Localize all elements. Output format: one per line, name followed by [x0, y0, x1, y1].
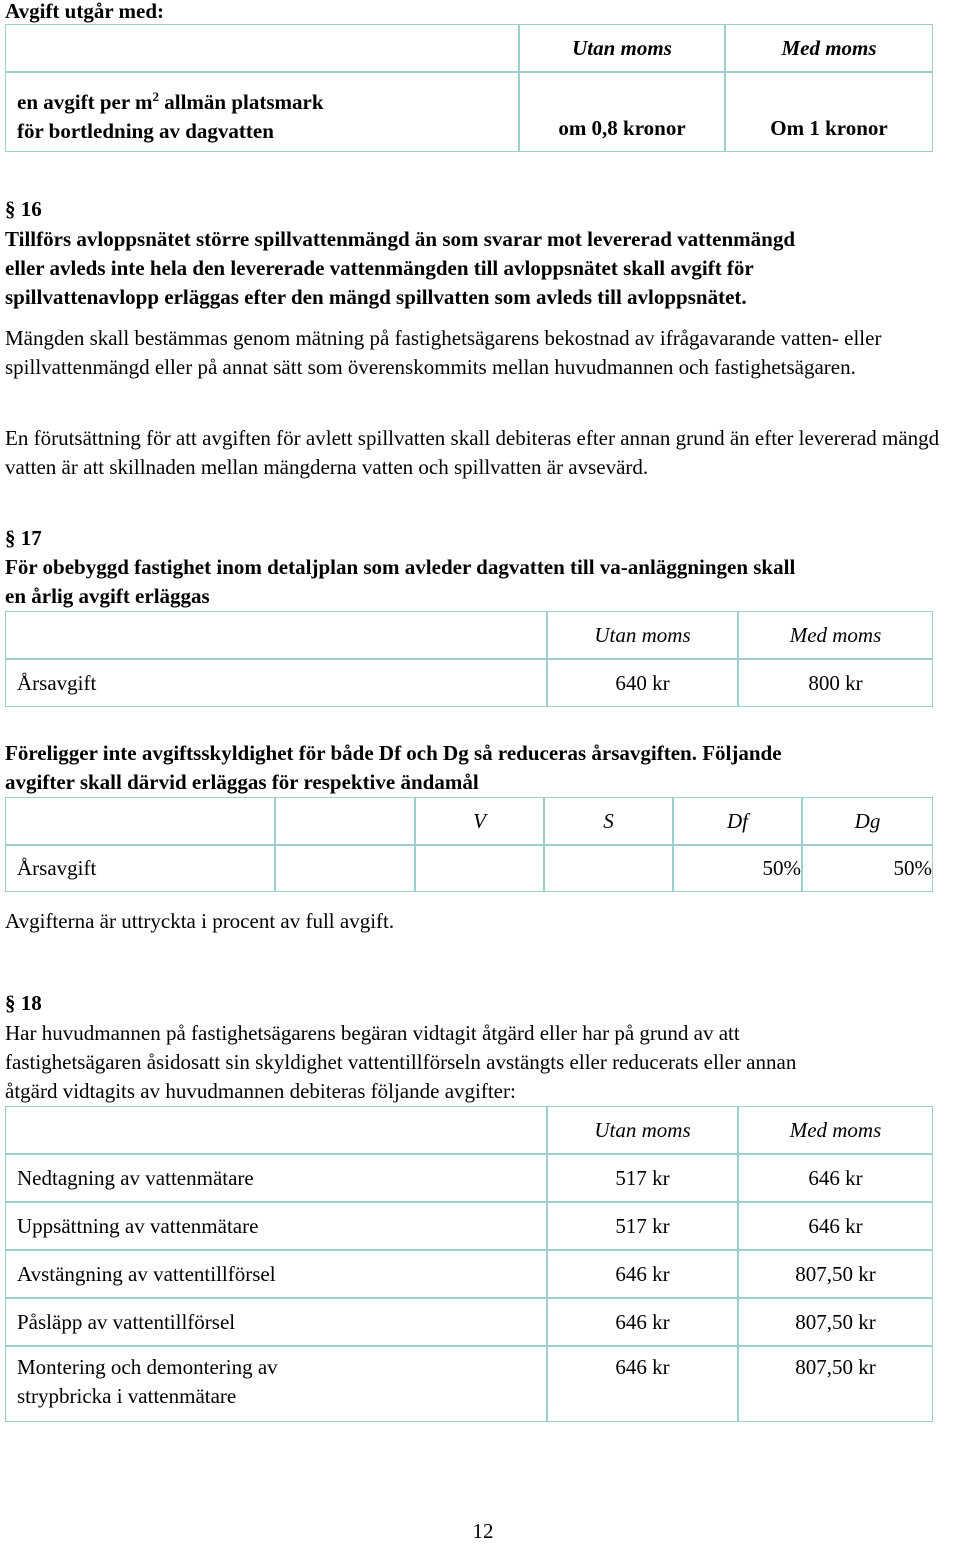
table-row — [5, 1346, 933, 1422]
table3-empty-header — [5, 1106, 547, 1154]
intro-heading: Avgift utgår med: — [5, 0, 165, 23]
table-arsavgift-col-med: Med moms — [738, 611, 933, 659]
table2-col-v: V — [415, 797, 544, 845]
table-row — [5, 1154, 933, 1202]
table3-row-label-line1: Montering och demontering av — [17, 1355, 278, 1379]
s16-bold-line-1: Tillförs avloppsnätet större spillvattenmängd än som svarar mot levererad vattenmängd — [5, 227, 796, 251]
s18-line-3: åtgärd vidtagits av huvudmannen debiteras följande avgifter: — [5, 1079, 516, 1103]
table1-col-utan-moms: Utan moms — [519, 24, 725, 72]
table3-row-label: Påsläpp av vattentillförsel — [5, 1298, 547, 1346]
table2-v-value — [415, 845, 544, 892]
s17-number: § 17 — [5, 526, 42, 550]
s16-bold-line-3: spillvattenavlopp erläggas efter den mängd spillvatten som avleds till avloppsnätet. — [5, 285, 747, 309]
table3-row-med: 807,50 kr — [738, 1250, 933, 1298]
table3-row-utan: 517 kr — [547, 1154, 738, 1202]
table2-empty-2 — [275, 797, 415, 845]
s18-line-2: fastighetsägaren åsidosatt sin skyldighet vattentillförseln avstängts eller reducerats eller annan — [5, 1050, 797, 1074]
table1-row-line1a: en avgift per m — [17, 90, 153, 114]
table2-col-df: Df — [673, 797, 802, 845]
table2-s-value — [544, 845, 673, 892]
table-arsavgift-col-utan: Utan moms — [547, 611, 738, 659]
table3-col-med: Med moms — [738, 1106, 933, 1154]
table3-row-label — [5, 1346, 547, 1422]
table2-empty-3 — [275, 845, 415, 892]
table-arsavgift-row-label: Årsavgift — [5, 659, 547, 707]
table1-col-med-moms: Med moms — [725, 24, 933, 72]
table1-utan-value: om 0,8 kronor — [519, 72, 725, 152]
s17-bold-line-2: en årlig avgift erläggas — [5, 584, 210, 608]
table-row — [5, 1250, 933, 1298]
table-reducerad-avgift — [5, 797, 933, 892]
table2-empty-1 — [5, 797, 275, 845]
table2-df-value: 50% — [673, 845, 802, 892]
s17-bold-line-1: För obebyggd fastighet inom detaljplan som avleder dagvatten till va-anläggningen skall — [5, 555, 796, 579]
page-number: 12 — [472, 1519, 494, 1543]
table3-row-label: Uppsättning av vattenmätare — [5, 1202, 547, 1250]
table2-dg-value: 50% — [802, 845, 933, 892]
table3-row-label: Avstängning av vattentillförsel — [5, 1250, 547, 1298]
table-row — [5, 1202, 933, 1250]
table2-col-s: S — [544, 797, 673, 845]
table1-empty-header — [5, 24, 519, 72]
table3-row-med: 646 kr — [738, 1154, 933, 1202]
table-arsavgift-empty-header — [5, 611, 547, 659]
s18-number: § 18 — [5, 991, 42, 1015]
table-arsavgift — [5, 611, 933, 707]
table3-row-utan: 646 kr — [547, 1250, 738, 1298]
table3-row-med: 807,50 kr — [738, 1298, 933, 1346]
table-atgard-avgifter — [5, 1106, 933, 1422]
table-arsavgift-med-value: 800 kr — [738, 659, 933, 707]
s16-paragraph-2: En förutsättning för att avgiften för avlett spillvatten skall debiteras efter annan grund än efter levererad mängd vatten är att skillnaden mellan mängderna vatten och spillvatten är avsevärd. — [5, 426, 940, 479]
table-dagvatten-fee — [5, 24, 933, 152]
table3-row-utan: 517 kr — [547, 1202, 738, 1250]
table3-col-utan: Utan moms — [547, 1106, 738, 1154]
table3-row-med: 646 kr — [738, 1202, 933, 1250]
table3-row-utan: 646 kr — [547, 1298, 738, 1346]
table3-row-utan: 646 kr — [547, 1346, 738, 1422]
s18-line-1: Har huvudmannen på fastighetsägarens begäran vidtagit åtgärd eller har på grund av att — [5, 1021, 740, 1045]
table1-row-sup: 2 — [152, 89, 160, 104]
table2-col-dg: Dg — [802, 797, 933, 845]
table2-row-label: Årsavgift — [5, 845, 275, 892]
table3-row-label: Nedtagning av vattenmätare — [5, 1154, 547, 1202]
s16-number: § 16 — [5, 197, 42, 221]
s17-note: Avgifterna är uttryckta i procent av full avgift. — [5, 909, 395, 933]
table1-row-line2: för bortledning av dagvatten — [17, 119, 274, 143]
table-row — [5, 1298, 933, 1346]
s17-bold-line-4: avgifter skall därvid erläggas för respektive ändamål — [5, 770, 479, 794]
table1-row-label — [5, 72, 519, 152]
table1-row-line1b: allmän platsmark — [159, 90, 324, 114]
s16-bold-line-2: eller avleds inte hela den levererade vattenmängden till avloppsnätet skall avgift för — [5, 256, 754, 280]
table-arsavgift-utan-value: 640 kr — [547, 659, 738, 707]
s16-paragraph-1: Mängden skall bestämmas genom mätning på fastighetsägarens bekostnad av ifrågavarande vatten- eller spillvattenmängd eller på annat sätt som överenskommits mellan huvudmannen och fastighetsägaren. — [5, 326, 882, 379]
s17-bold-line-3: Föreligger inte avgiftsskyldighet för både Df och Dg så reduceras årsavgiften. Följande — [5, 741, 782, 765]
table3-row-label-line2: strypbricka i vattenmätare — [17, 1384, 237, 1408]
table3-row-med: 807,50 kr — [738, 1346, 933, 1422]
table1-med-value: Om 1 kronor — [725, 72, 933, 152]
